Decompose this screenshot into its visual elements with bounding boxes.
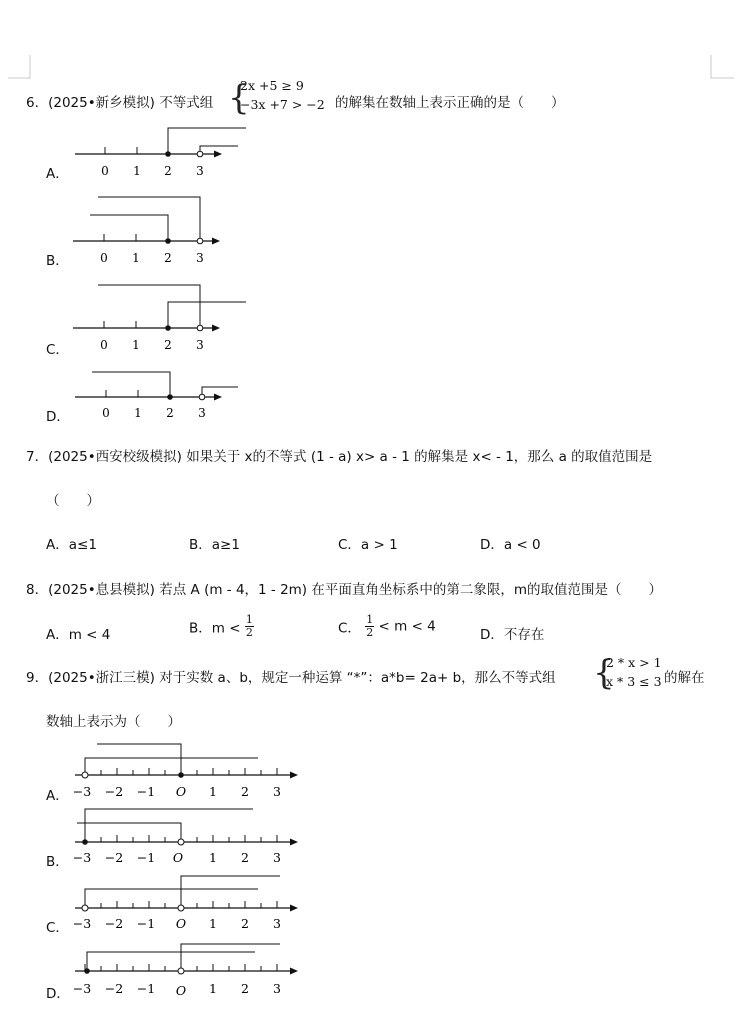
tick-label: 1	[132, 338, 140, 352]
question-source: (2025•息县模拟)	[48, 582, 155, 598]
tick-label: 3	[273, 981, 281, 996]
question-9-stem-tail: 的解在	[664, 670, 705, 686]
inequality-line-1: 2 * x > 1	[606, 655, 662, 670]
tick-label: 3	[273, 916, 281, 931]
question-text: 对于实数 a、b，规定一种运算 “*”：a*b= 2a+ b，那么不等式组	[159, 670, 556, 686]
question-text: 若点 A (m - 4，1 - 2m) 在平面直角坐标系中的第二象限，m的取值范围是（ ）	[159, 582, 663, 598]
tick-label: 2	[166, 406, 174, 420]
tick-label: −2	[104, 981, 124, 996]
option-b[interactable]: B．a≥1	[189, 537, 240, 553]
tick-label: 3	[196, 251, 204, 265]
question-9-line-2: 数轴上表示为（ ）	[46, 714, 181, 730]
option-a[interactable]: A．m < 4	[46, 627, 111, 643]
tick-label: 1	[209, 916, 217, 931]
option-c-suffix: < m < 4	[378, 618, 436, 635]
option-d-label[interactable]: D．	[46, 409, 70, 425]
fraction-one-half: $\frac{1}{2}$	[245, 613, 253, 639]
origin-label: O	[175, 983, 187, 998]
origin-label: O	[172, 850, 184, 865]
tick-label: 1	[133, 164, 141, 178]
question-source: (2025•新乡模拟)	[48, 95, 155, 111]
tick-label: 2	[241, 981, 249, 996]
tick-label: 2	[241, 850, 249, 865]
tick-label: −2	[104, 850, 124, 865]
tick-label: 0	[100, 251, 108, 265]
option-b-prefix: B．m <	[189, 620, 241, 637]
tick-label: −2	[104, 916, 124, 931]
tick-label: 2	[241, 916, 249, 931]
system-brace: {	[228, 78, 250, 118]
inequality-line-2: x * 3 ≤ 3	[606, 674, 662, 689]
option-d-label[interactable]: D．	[46, 986, 70, 1002]
option-a-label[interactable]: A．	[46, 788, 69, 804]
fraction-one-half: $\frac{1}{2}$	[366, 613, 374, 639]
tick-label: −3	[72, 850, 92, 865]
tick-label: −2	[104, 784, 124, 799]
tick-label: 2	[164, 164, 172, 178]
question-source: (2025•浙江三模)	[48, 670, 155, 686]
tick-label: 2	[164, 338, 172, 352]
inequality-line-1: 2x +5 ≥ 9	[240, 78, 304, 93]
tick-label: 3	[196, 164, 204, 178]
tick-label: −3	[72, 916, 92, 931]
option-c-prefix: C．	[338, 620, 361, 637]
tick-label: −1	[136, 981, 156, 996]
tick-label: 3	[196, 338, 204, 352]
tick-label: −3	[72, 981, 92, 996]
tick-label: 0	[102, 406, 110, 420]
tick-label: 1	[209, 850, 217, 865]
option-c-label[interactable]: C．	[46, 920, 69, 936]
tick-label: 1	[134, 406, 142, 420]
option-c[interactable]: C．a > 1	[338, 537, 398, 553]
tick-label: −1	[136, 916, 156, 931]
question-number: 8．	[26, 582, 49, 598]
tick-label: 2	[241, 784, 249, 799]
tick-label: −3	[72, 784, 92, 799]
option-b-label[interactable]: B．	[46, 854, 69, 870]
question-number: 9．	[26, 670, 49, 686]
option-b-label[interactable]: B．	[46, 253, 69, 269]
option-a[interactable]: A．a≤1	[46, 537, 97, 553]
option-a-label[interactable]: A．	[46, 166, 69, 182]
tick-label: 2	[164, 251, 172, 265]
tick-label: 3	[198, 406, 206, 420]
inequality-line-2: −3x +7 > −2	[240, 97, 325, 112]
system-brace: {	[593, 653, 615, 693]
tick-label: −1	[136, 784, 156, 799]
origin-label: O	[175, 916, 187, 931]
option-d[interactable]: D．不存在	[480, 627, 545, 643]
option-c-label[interactable]: C．	[46, 342, 69, 358]
question-source: (2025•西安校级模拟)	[48, 449, 182, 465]
option-d[interactable]: D．a < 0	[480, 537, 541, 553]
tick-label: 1	[132, 251, 140, 265]
question-number: 7．	[26, 449, 49, 465]
question-text-tail: 的解集在数轴上表示正确的是（ ）	[335, 95, 565, 111]
tick-label: 0	[100, 338, 108, 352]
question-text: 不等式组	[159, 95, 214, 111]
question-text: 如果关于 x的不等式 (1 - a) x> a - 1 的解集是 x< - 1，那么 a 的取值范围是	[186, 449, 653, 465]
tick-label: 3	[273, 784, 281, 799]
tick-label: 1	[209, 784, 217, 799]
question-number: 6．	[26, 95, 49, 111]
origin-label: O	[175, 784, 187, 799]
tick-label: 0	[101, 164, 109, 178]
tick-label: 1	[209, 981, 217, 996]
tick-label: 3	[273, 850, 281, 865]
tick-label: −1	[136, 850, 156, 865]
answer-paren: （ ）	[46, 493, 100, 509]
